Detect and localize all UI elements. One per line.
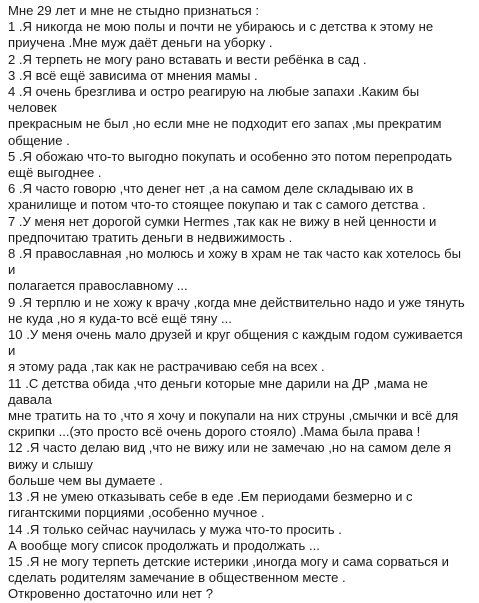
- post-title: Мне 29 лет и мне не стыдно признаться :: [8, 3, 260, 18]
- post-line: прекрасным не был ,но если мне не подходит его запах ,мы прекратим: [8, 116, 442, 132]
- post-line: предпочитаю тратить деньги в недвижимость .: [8, 229, 293, 245]
- post-line: 15 .Я не могу терпеть детские истерики ,иногда могу и сама сорваться и: [8, 553, 449, 569]
- post-line: мне тратить на то ,что я хочу и покупали на них струны ,смычки и всё для: [8, 408, 459, 424]
- post-line: ещё выгоднее .: [8, 165, 102, 181]
- post-line: 11 .С детства обида ,что деньги которые мне дарили на ДР ,мама не давала: [8, 375, 432, 407]
- post-line: приучена .Мне муж даёт деньги на уборку .: [8, 35, 273, 51]
- post-line: 13 .Я не умею отказывать себе в еде .Ем периодами безмерно и с: [8, 489, 413, 505]
- post-line: хранилище и потом что-то стоящее покупаю и так с самого детства .: [8, 197, 426, 213]
- post-line: общение .: [8, 132, 70, 148]
- post-line: не куда ,но я куда-то всё ещё тяну ...: [8, 310, 232, 326]
- post-line: Откровенно достаточно или нет ?: [8, 586, 213, 602]
- post-line: 8 .Я православная ,но молюсь и хожу в храм не так часто как хотелось бы и: [8, 246, 465, 278]
- post-line: 6 .Я часто говорю ,что денег нет ,а на самом деле складываю их в: [8, 181, 414, 197]
- post-line: А вообще могу список продолжать и продолжать ...: [8, 537, 320, 553]
- post-line: 14 .Я только сейчас научилась у мужа что-то просить .: [8, 521, 342, 537]
- post-line: гигантскими порциями ,особенно мучное .: [8, 505, 265, 521]
- post-line: сделать родителям замечание в общественном месте .: [8, 570, 346, 586]
- post-line: 2 .Я терпеть не могу рано вставать и вести ребёнка в сад .: [8, 51, 367, 67]
- post-line: 4 .Я очень брезглива и остро реагирую на любые запахи .Каким бы человек: [8, 84, 423, 116]
- post-line: 9 .Я терплю и не хожу к врачу ,когда мне действительно надо и уже тянуть: [8, 294, 465, 310]
- post-line: скрипки ...(это просто всё очень дорого стояло) .Мама была права !: [8, 424, 421, 440]
- post-line: больше чем вы думаете .: [8, 472, 163, 488]
- post-line: 7 .У меня нет дорогой сумки Hermes ,так как не вижу в ней ценности и: [8, 213, 437, 229]
- post-line: вижу и слышу: [8, 456, 93, 472]
- post-line: 1 .Я никогда не мою полы и почти не убираюсь и с детства к этому не: [8, 19, 434, 35]
- post-line: 5 .Я обожаю что-то выгодно покупать и особенно это потом перепродать: [8, 148, 453, 164]
- post-line: 3 .Я всё ещё зависима от мнения мамы .: [8, 67, 258, 83]
- post-line: 12 .Я часто делаю вид ,что не вижу или не замечаю ,но на самом деле я: [8, 440, 452, 456]
- post-line: 10 .У меня очень мало друзей и круг общения с каждым годом суживается и: [8, 327, 467, 359]
- post-line: полагается православному ...: [8, 278, 188, 294]
- post-line: я этому рада ,так как не растрачиваю себя на всех .: [8, 359, 325, 375]
